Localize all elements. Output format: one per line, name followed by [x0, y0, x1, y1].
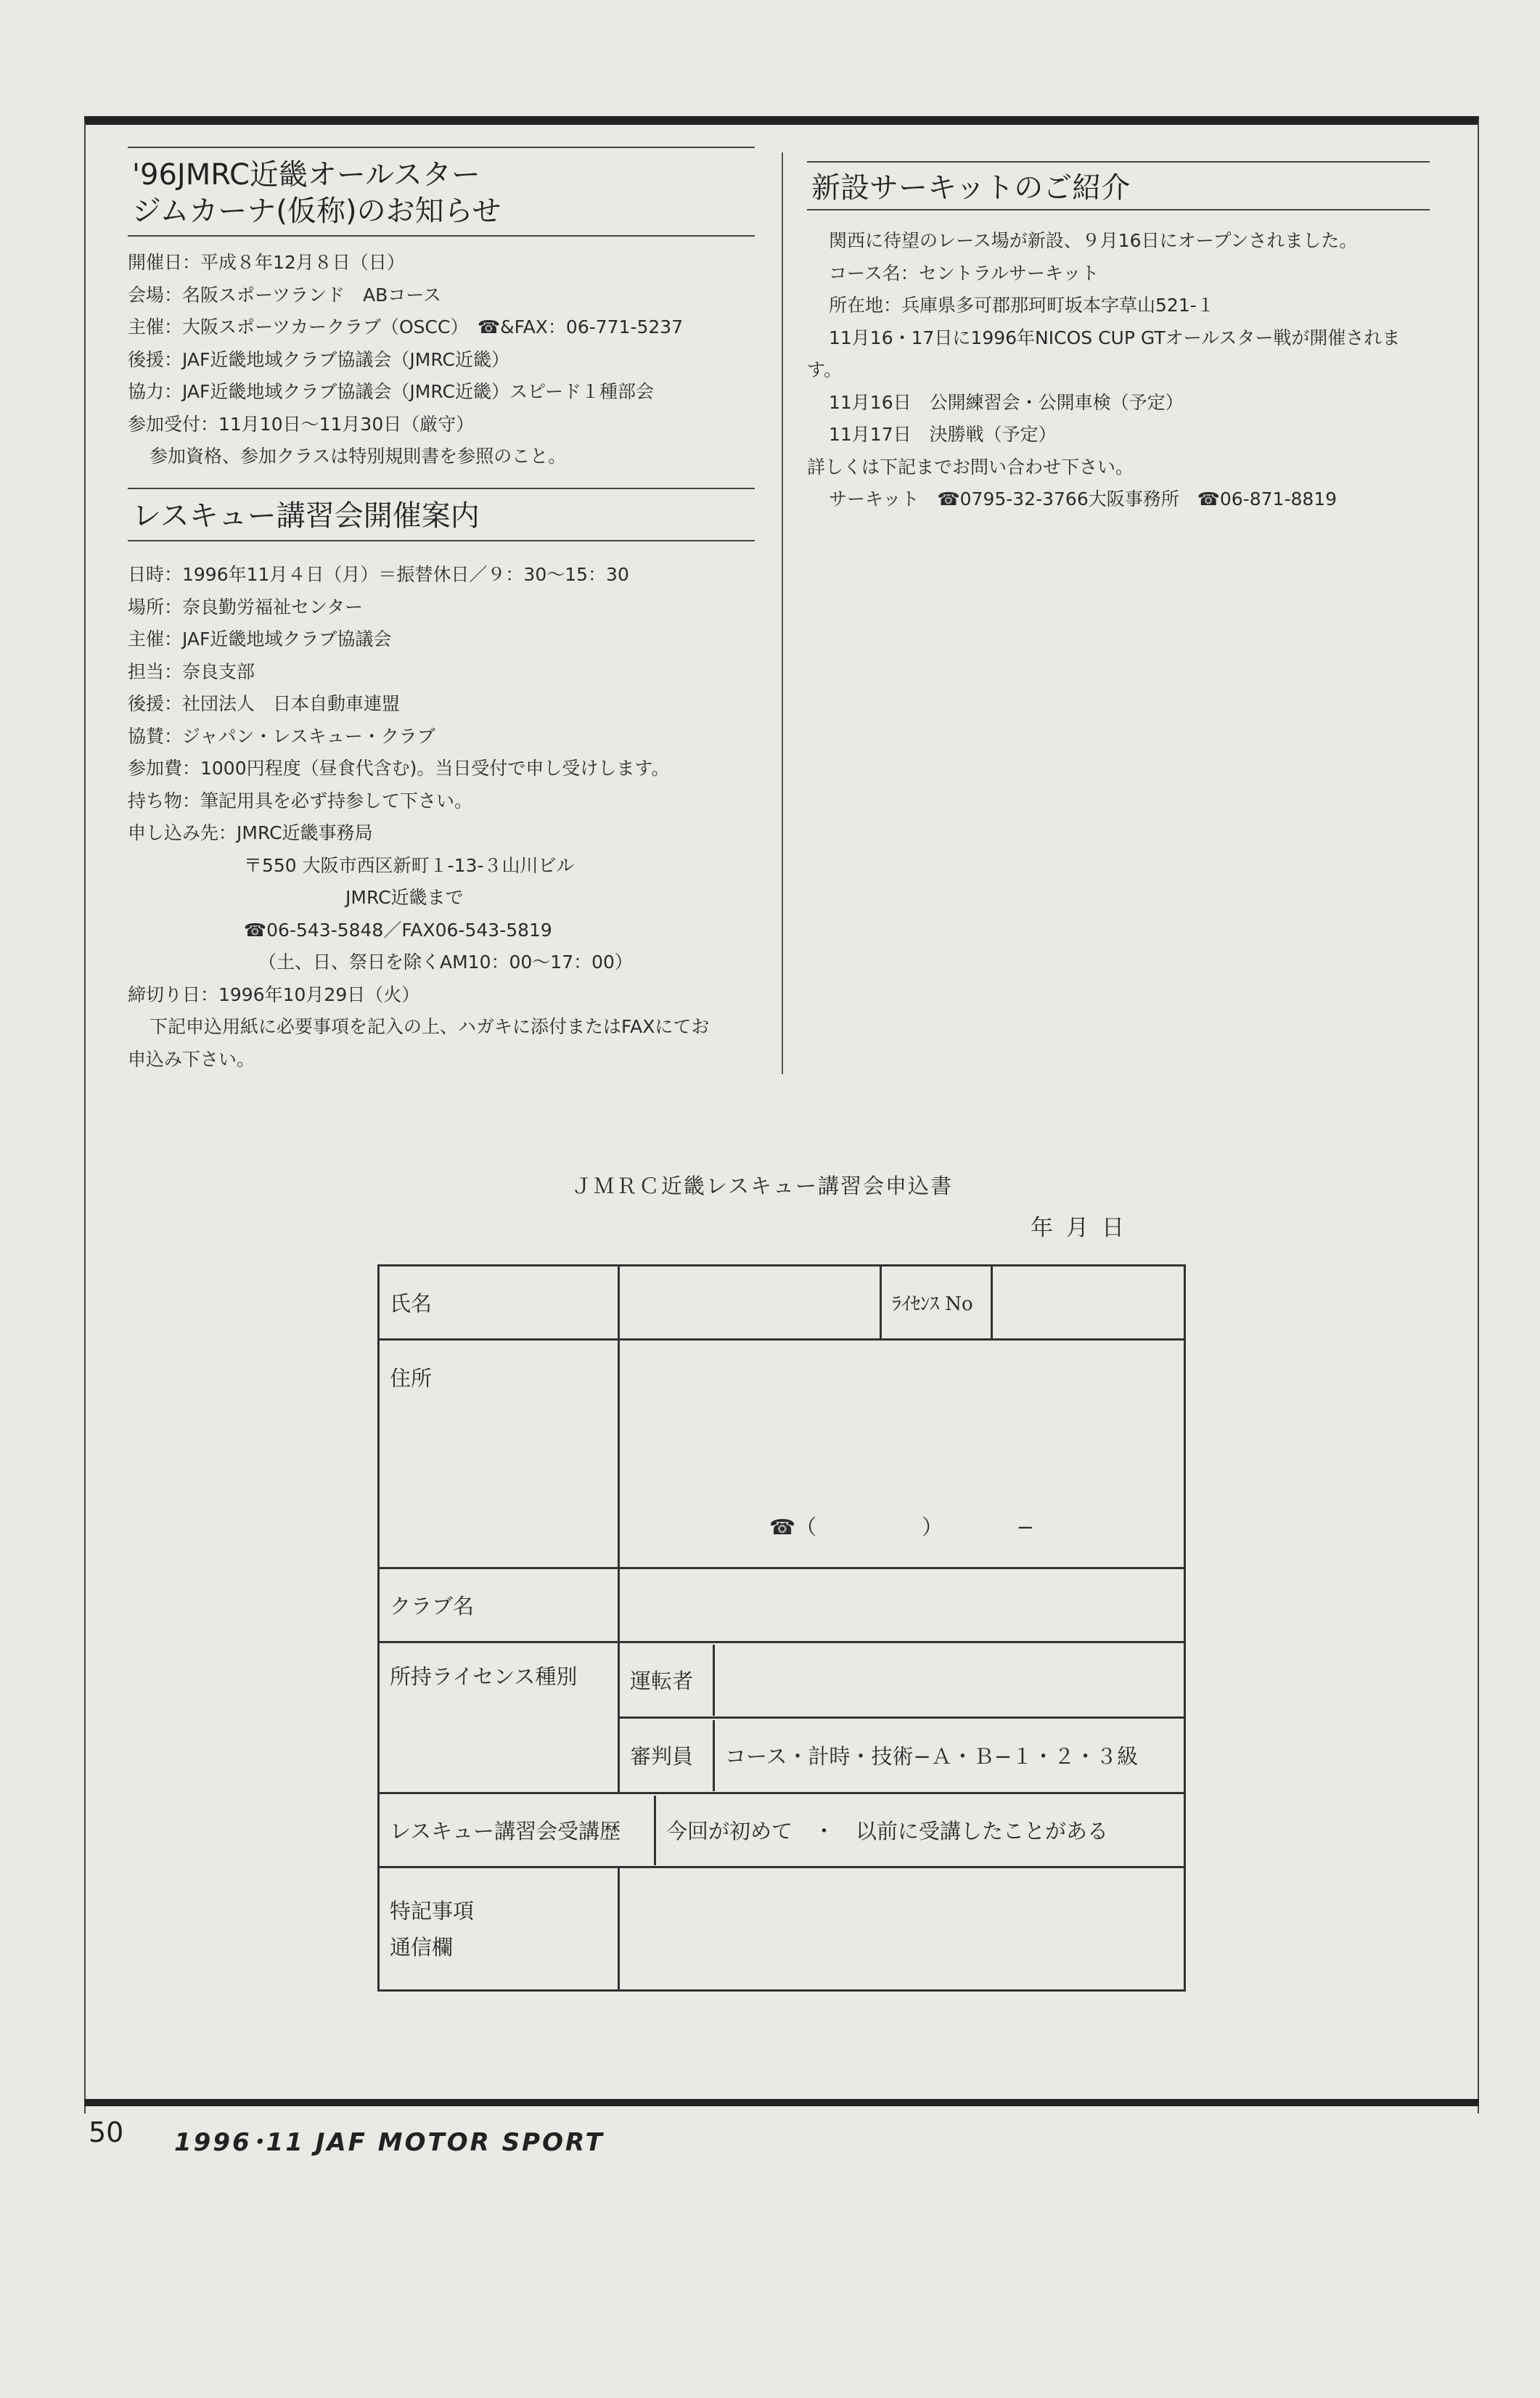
club-label: クラブ名: [379, 1568, 619, 1642]
application-form-table: [377, 1264, 1186, 1992]
rescue-fee: 参加費：1000円程度（昼食代含む)。当日受付で申し受けします。: [128, 758, 670, 779]
bottom-rule: [84, 2099, 1479, 2106]
rescue-instruction-2: 申込み下さい。: [128, 1048, 255, 1070]
driver-label: 運転者: [620, 1645, 714, 1716]
jimkhana-notice: [128, 147, 755, 473]
jimkhana-support: 後援：JAF近畿地域クラブ協議会（JMRC近畿）: [128, 348, 509, 370]
circuit-event-2: す。: [807, 359, 843, 380]
rescue-datetime: 日時：1996年11月４日（月）＝振替休日／９：30〜15：30: [128, 564, 629, 585]
jimkhana-date: 開催日：平成８年12月８日（日）: [128, 252, 405, 273]
jimkhana-cooperation: 協力：JAF近畿地域クラブ協議会（JMRC近畿）スピード１種部会: [128, 381, 654, 402]
jimkhana-venue: 会場：名阪スポーツランド ABコース: [128, 284, 442, 306]
license-no-label: ﾗｲｾﾝｽ No: [881, 1266, 992, 1340]
circuit-notice: [807, 161, 1430, 516]
rescue-details: [128, 541, 755, 1076]
jimkhana-entry-period: 参加受付：11月10日〜11月30日（厳守）: [128, 413, 475, 435]
circuit-event-1: 11月16・17日に1996年NICOS CUP GTオールスター戦が開催されま: [829, 327, 1401, 348]
name-label: 氏名: [379, 1266, 619, 1340]
driver-row: [619, 1642, 1185, 1718]
magazine-name: 1996･11 JAF MOTOR SPORT: [174, 2128, 605, 2157]
rescue-place: 場所：奈良勤労福祉センター: [128, 596, 364, 618]
circuit-contact-osaka: 大阪事務所 ☎06-871-8819: [1088, 488, 1338, 510]
address-field[interactable]: [619, 1340, 1185, 1568]
official-row: [619, 1718, 1185, 1793]
column-divider: [782, 152, 783, 1074]
notes-label-line2: 通信欄: [390, 1934, 454, 1960]
official-subtable: [620, 1720, 1184, 1791]
circuit-course-name: コース名：セントラルサーキット: [829, 262, 1099, 284]
notes-label: [379, 1867, 619, 1991]
form-date-label: 年月日: [1031, 1215, 1137, 1241]
jimkhana-title-line1: '96JMRC近畿オールスター: [132, 158, 480, 192]
rescue-organizer: 主催：JAF近畿地域クラブ協議会: [128, 629, 392, 650]
jimkhana-title: [128, 147, 755, 237]
club-field[interactable]: [619, 1568, 1185, 1642]
driver-field[interactable]: [714, 1645, 1184, 1716]
circuit-title-text: 新設サーキットのご紹介: [811, 171, 1131, 205]
circuit-inquiry: 詳しくは下記までお問い合わせ下さい。: [807, 456, 1134, 478]
circuit-details: [807, 210, 1430, 516]
notes-label-line1: 特記事項: [390, 1898, 475, 1923]
rescue-phone-fax: ☎06-543-5848／FAX06-543-5819: [244, 919, 552, 941]
rescue-support: 後援：社団法人 日本自動車連盟: [128, 693, 401, 714]
jimkhana-details: [128, 237, 755, 473]
circuit-schedule-16: 11月16日 公開練習会・公開車検（予定）: [829, 391, 1184, 413]
circuit-intro: 関西に待望のレース場が新設、９月16日にオープンされました。: [829, 230, 1358, 251]
notes-field[interactable]: [619, 1867, 1185, 1991]
circuit-schedule-17: 11月17日 決勝戦（予定）: [829, 424, 1057, 445]
official-options[interactable]: コース・計時・技術−Ａ・Ｂ−１・２・３級: [725, 1744, 1139, 1769]
history-options[interactable]: 今回が初めて ・ 以前に受講したことがある: [666, 1819, 1109, 1843]
official-label: 審判員: [620, 1720, 714, 1791]
rescue-in-charge: 担当：奈良支部: [128, 660, 255, 682]
address-label: 住所: [379, 1340, 619, 1568]
rescue-title: [128, 488, 755, 541]
license-no-field[interactable]: [992, 1266, 1185, 1340]
form-title: ＪＭＲＣ近畿レスキュー講習会申込書: [570, 1174, 954, 1198]
rescue-office-hours: （土、日、祭日を除くAM10：00〜17：00）: [258, 952, 633, 973]
rescue-apply-to: 申し込み先：JMRC近畿事務局: [128, 822, 373, 843]
jimkhana-title-line2: ジムカーナ(仮称)のお知らせ: [132, 195, 501, 228]
application-form: [377, 1264, 1186, 2398]
history-row: [379, 1793, 1185, 1867]
rescue-notice: [128, 488, 755, 1076]
page-number: 50: [89, 2116, 124, 2148]
rescue-addressee: JMRC近畿まで: [345, 887, 464, 908]
rescue-belongings: 持ち物：筆記用具を必ず持参して下さい。: [128, 790, 473, 811]
driver-subtable: [620, 1645, 1184, 1716]
rescue-instruction-1: 下記申込用紙に必要事項を記入の上、ハガキに添付またはFAXにてお: [150, 1016, 710, 1037]
history-label: レスキュー講習会受講歴: [380, 1796, 655, 1865]
phone-field[interactable]: ☎（ ） −: [769, 1515, 1034, 1539]
rescue-address: 〒550 大阪市西区新町１-13-３山川ビル: [244, 854, 575, 876]
name-field[interactable]: [619, 1266, 881, 1340]
history-subtable: [380, 1796, 1184, 1865]
rescue-deadline: 締切り日：1996年10月29日（火）: [128, 983, 420, 1005]
jimkhana-organizer: 主催：大阪スポーツカークラブ（OSCC） ☎&FAX：06-771-5237: [128, 316, 684, 337]
rescue-title-text: レスキュー講習会開催案内: [132, 499, 480, 533]
circuit-location: 所在地：兵庫県多可郡那珂町坂本字草山521-１: [829, 295, 1215, 316]
circuit-contact-circuit: サーキット ☎0795-32-3766: [829, 488, 1089, 510]
rescue-sponsor: 協賛：ジャパン・レスキュー・クラブ: [128, 725, 435, 747]
circuit-title: [807, 161, 1430, 210]
jimkhana-eligibility: 参加資格、参加クラスは特別規則書を参照のこと。: [150, 446, 567, 467]
license-type-label: 所持ライセンス種別: [379, 1642, 619, 1793]
circuit-contacts: [807, 483, 1430, 516]
